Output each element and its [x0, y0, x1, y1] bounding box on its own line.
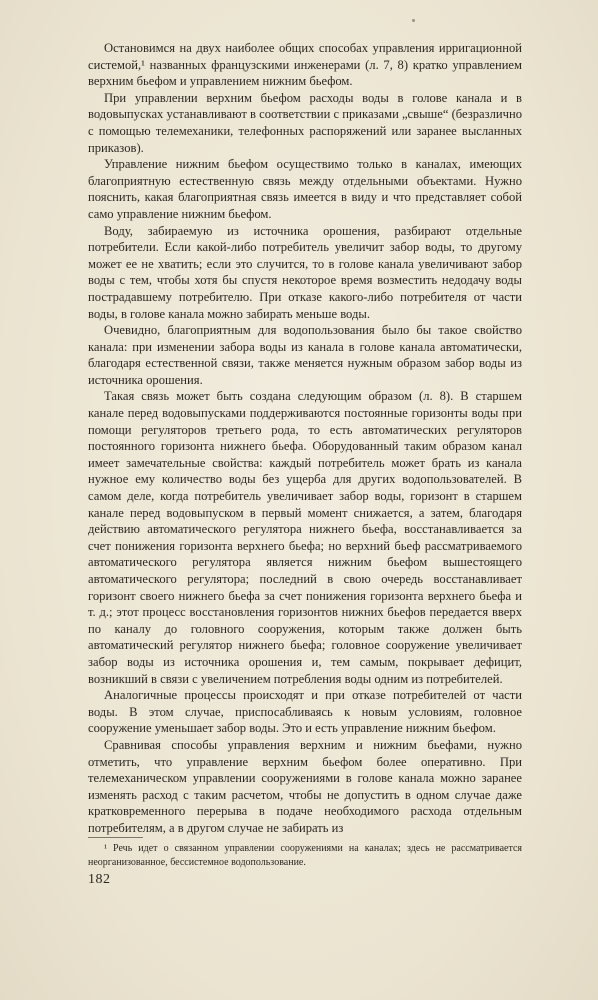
- paragraph-2: При управлении верхним бьефом расходы воды в голове канала и в водовыпусках устанавливают в соответствии с приказами „свыше“ (безразлично с помощью телемеханики, телефонных распоряжений или заранее высланных приказов).: [88, 90, 522, 155]
- page-number: 182: [88, 872, 111, 887]
- paragraph-4: Воду, забираемую из источника орошения, разбирают отдельные потребители. Если какой-либо потребитель увеличит забор воды, то другому может ее не хватить; если это случится, то в голове канала увеличивают забор воды с тем, чтобы хотя бы спустя некоторое время возместить недодачу воды пострадавшему потребителю. При отказе какого-либо потребителя от части воды, в голове канала можно забирать меньше воды.: [88, 223, 522, 321]
- paragraph-3: Управление нижним бьефом осуществимо только в каналах, имеющих благоприятную естественную связь между отдельными объектами. Нужно пояснить, какая благоприятная связь имеется в виду и что представляет собой само управление нижним бьефом.: [88, 157, 522, 221]
- paragraph-1: Остановимся на двух наиболее общих способах управления ирригационной системой,¹ названных французскими инженерами (л. 7, 8) кратко управлением верхним бьефом и управлением нижним бьефом.: [88, 41, 522, 89]
- paragraph-8: Сравнивая способы управления верхним и нижним бьефами, нужно отметить, что управление верхним бьефом более оперативно. При телемеханическом управлении сооружениями в голове канала можно заранее изменять расход с таким расчетом, чтобы не допустить в одном случае даже кратковременного перерыва в подаче необходимого расхода отдельным потребителям, а в другом случае не забирать из: [88, 737, 522, 835]
- main-text: [88, 40, 522, 837]
- paragraph-6: Такая связь может быть создана следующим образом (л. 8). В старшем канале перед водовыпусками поддерживаются постоянные горизонты воды при помощи регуляторов третьего рода, то есть автоматических регуляторов постоянного горизонта нижнего бьефа. Оборудованный таким образом канал имеет замечательные свойства: каждый потребитель может брать из канала нужное ему количество воды без ущерба для других водопользователей. В самом деле, когда потребитель увеличивает забор воды, горизонт в старшем канале перед водовыпуском в первый момент снижается, а затем, благодаря действию автоматического регулятора нижнего бьефа, восстанавливается за счет понижения горизонта верхнего бьефа; но верхний бьеф рассматриваемого автоматического регулятора является нижним бьефом вышестоящего автоматического регулятора; последний в свою очередь восстанавливает горизонт своего нижнего бьефа за счет понижения горизонта верхнего бьефа и т. д.; этот процесс восстановления горизонтов нижних бьефов передается вверх по каналу до головного сооружения, которым также должен быть автоматический регулятор нижнего бьефа; головное сооружение увеличивает забор воды из источника орошения и, тем самым, покрывает дефицит, возникший в связи с увеличением потребления воды одним из потребителей.: [88, 389, 522, 686]
- footnote: ¹ Речь идет о связанном управлении сооружениями на каналах; здесь не рассматривается неорганизованное, бессистемное водопользование.: [88, 843, 522, 868]
- paragraph-7: Аналогичные процессы происходят и при отказе потребителей от части воды. В этом случае, приспосабливаясь к новым условиям, головное сооружение уменьшает забор воды. Это и есть управление нижним бьефом.: [88, 688, 522, 736]
- footnote-divider: [88, 837, 143, 838]
- paragraph-5: Очевидно, благоприятным для водопользования было бы такое свойство канала: при изменении забора воды из канала в голове канала автоматически, благодаря естественной связи, также меняется нужным образом забор воды из источника орошения.: [88, 323, 522, 387]
- print-speck: [412, 19, 415, 22]
